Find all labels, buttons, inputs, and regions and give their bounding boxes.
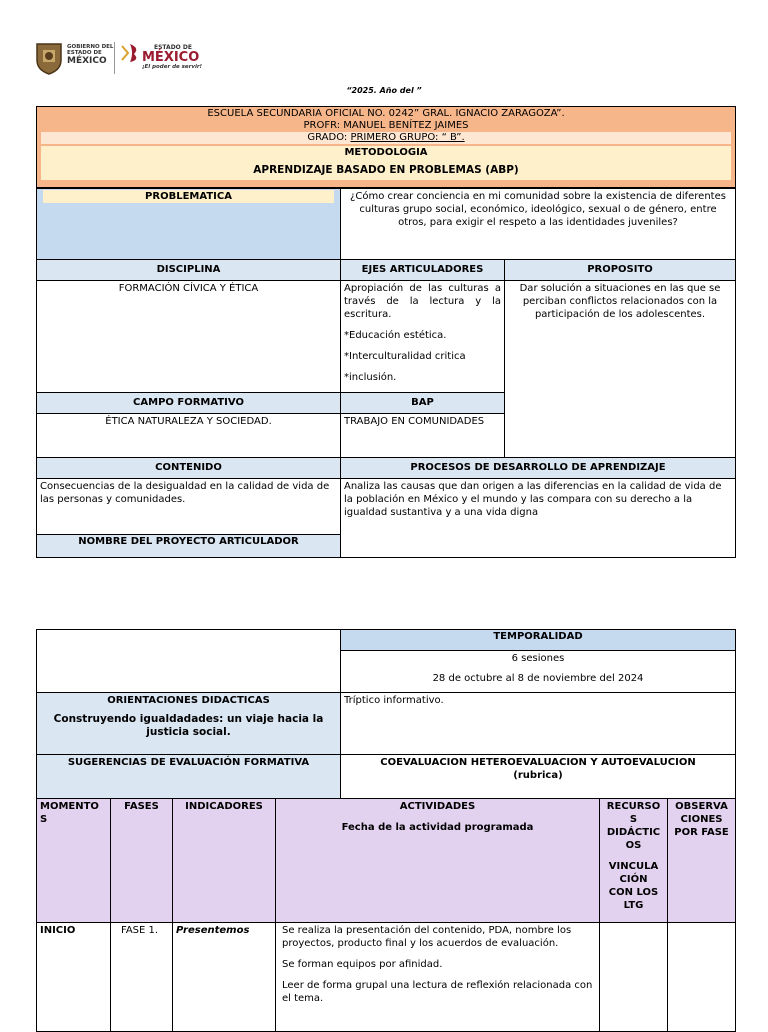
state-seal-icon	[34, 40, 64, 76]
actividad-item: Se realiza la presentación del contenido, PDA, nombre los proyectos, producto final y los acuerdos de evaluación.	[282, 925, 572, 949]
brand-top: ESTADO DE	[154, 44, 192, 51]
logo-divider	[114, 42, 115, 74]
temporalidad-values	[340, 650, 736, 693]
actividad-item: Leer de forma grupal una lectura de reflexión relacionada con el tema.	[282, 980, 593, 1004]
col-recursos-label: RECURSO S DIDÁCTIC OS	[606, 801, 661, 851]
teacher-name: PROFR: MANUEL BENÍTEZ JAIMES	[303, 120, 469, 131]
evaluacion-cell: COEVALUACION HETEROEVALUACION Y AUTOEVALUCION (rubrica)	[340, 754, 736, 799]
col-vinculacion-label: VINCULA CIÓN CON LOS LTG	[608, 861, 659, 911]
brand-flower-icon	[120, 42, 142, 64]
eje-item: *Educación estética.	[344, 330, 447, 341]
gov-line1: GOBIERNO DEL	[67, 44, 114, 50]
col-momentos: MOMENTO S	[36, 798, 111, 923]
eje-item: *Interculturalidad critica	[344, 351, 466, 362]
methodology-label: METODOLOGIA	[41, 146, 731, 160]
problematica-text: ¿Cómo crear conciencia en mi comunidad sobre la existencia de diferentes culturas grupo social, económico, ideológico, sexual o de género, entre otros, para exigir el respeto a las identidades juveniles?	[340, 188, 736, 260]
ejes-values	[340, 280, 505, 393]
problematica-label: PROBLEMATICA	[43, 190, 334, 203]
ejes-label: EJES ARTICULADORES	[340, 259, 505, 281]
campo-value: ÉTICA NATURALEZA Y SOCIEDAD.	[36, 413, 341, 458]
col-recursos	[599, 798, 668, 923]
problematica-cell	[36, 188, 341, 260]
proposito-value: Dar solución a situaciones en las que se perciban conflictos relacionados con la participación de los adolescentes.	[504, 280, 736, 458]
orientaciones-label: ORIENTACIONES DIDACTICAS	[107, 695, 270, 706]
contenido-value	[36, 478, 341, 558]
row1-indicador: Presentemos	[172, 922, 276, 1032]
row1-observaciones	[667, 922, 736, 1032]
disciplina-value: FORMACIÓN CÍVICA Y ÉTICA	[36, 280, 341, 393]
grade-label: GRADO:	[307, 132, 351, 143]
producto-cell: Tríptico informativo.	[340, 692, 736, 755]
row1-fase: FASE 1.	[110, 922, 173, 1032]
sugerencias-label: SUGERENCIAS DE EVALUACIÓN FORMATIVA	[36, 754, 341, 799]
school-header	[36, 106, 736, 146]
procesos-label: PROCESOS DE DESARROLLO DE APRENDIZAJE	[340, 457, 736, 479]
fechas: 28 de octubre al 8 de noviembre del 2024	[432, 673, 644, 684]
grade-row	[41, 132, 731, 144]
col-actividades	[275, 798, 600, 923]
col-indicadores: INDICADORES	[172, 798, 276, 923]
eje-item: Apropiación de las culturas a través de la lectura y la escritura.	[344, 283, 501, 320]
bap-value: TRABAJO EN COMUNIDADES	[340, 413, 505, 458]
disciplina-label: DISCIPLINA	[36, 259, 341, 281]
eje-item: *inclusión.	[344, 372, 397, 383]
proyecto-label: NOMBRE DEL PROYECTO ARTICULADOR	[37, 534, 340, 558]
brand-main: MÉXICO	[142, 50, 200, 65]
campo-label: CAMPO FORMATIVO	[36, 392, 341, 414]
col-actividades-label: ACTIVIDADES	[399, 801, 476, 812]
temporalidad-label: TEMPORALIDAD	[340, 629, 736, 651]
brand-slogan: ¡El poder de servir!	[142, 64, 203, 70]
sesiones: 6 sesiones	[511, 653, 565, 664]
grade-value: PRIMERO GRUPO: “ B”.	[350, 132, 465, 143]
proposito-label: PROPOSITO	[504, 259, 736, 281]
header-logos	[34, 38, 234, 78]
contenido-label: CONTENIDO	[36, 457, 341, 479]
gov-line3: MÉXICO	[67, 56, 107, 66]
methodology-block	[36, 146, 736, 188]
school-name: ESCUELA SECUNDARIA OFICIAL NO. 0242” GRAL. IGNACIO ZARAGOZA”.	[207, 108, 565, 119]
bap-label: BAP	[340, 392, 505, 414]
methodology-value: APRENDIZAJE BASADO EN PROBLEMAS (ABP)	[41, 160, 731, 180]
procesos-value: Analiza las causas que dan origen a las diferencias en la calidad de vida de la población en México y el mundo y las compara con su derecho a la igualdad sustantiva y a una vida digna	[340, 478, 736, 558]
row1-actividades	[275, 922, 600, 1032]
col-observaciones: OBSERVA CIONES POR FASE	[667, 798, 736, 923]
row1-momento: INICIO	[36, 922, 111, 1032]
row1-recursos	[599, 922, 668, 1032]
actividad-item: Se forman equipos por afinidad.	[282, 959, 443, 970]
blank-top-left	[36, 629, 341, 693]
orientaciones-cell	[36, 692, 341, 755]
gov-line2: ESTADO DE	[67, 50, 102, 56]
year-motto: “2025. Año del ”	[346, 86, 422, 95]
orientaciones-title: Construyendo igualdadades: un viaje hacia la justicia social.	[53, 713, 324, 738]
col-fases: FASES	[110, 798, 173, 923]
col-fecha-label: Fecha de la actividad programada	[341, 822, 534, 833]
contenido-text: Consecuencias de la desigualdad en la calidad de vida de las personas y comunidades.	[40, 481, 330, 505]
